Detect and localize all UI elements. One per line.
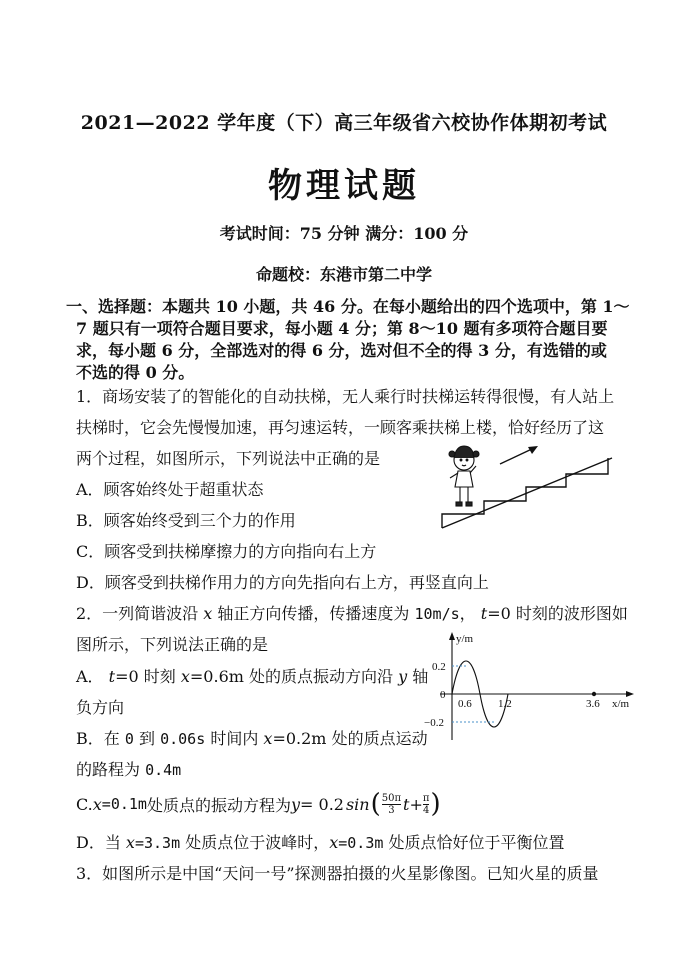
vibration-equation: y = 0.2 sin ( 50π 3 t + $\frac{\pi}{4}$ )	[290, 789, 441, 819]
q2-option-b: B．在 0 到 0.06s 时间内 x=0.2m 处的质点运动	[76, 729, 428, 748]
q1-stem-line: 扶梯时，它会先慢慢加速，再匀速运转，一顾客乘扶梯上楼，恰好经历了这	[76, 418, 605, 437]
q1-stem-line: 1．商场安装了的智能化的自动扶梯，无人乘行时扶梯运转得很慢，有人站上	[76, 387, 615, 406]
point-3.6	[592, 692, 596, 696]
escalator-figure	[438, 440, 618, 532]
origin-label: 0	[440, 689, 446, 701]
motion-arrow-line	[500, 448, 534, 464]
exam-school: 命题校：东港市第二中学	[255, 265, 432, 284]
y-tick-label: 0.2	[432, 661, 446, 673]
x-tick-label: 3.6	[586, 698, 600, 710]
section-instruction-line: 求，每小题 6 分，全部选对的得 6 分，选对但不全的得 3 分，有选错的或	[76, 341, 607, 360]
exam-info: 考试时间：75 分钟 满分：100 分	[219, 224, 469, 243]
exam-header: 2021—2022 学年度（下）高三年级省六校协作体期初考试	[80, 112, 608, 134]
y-axis-arrow	[449, 632, 455, 640]
q2-stem-line1: 2．一列简谐波沿 x 轴正方向传播，传播速度为 10m/s， t=0 时刻的波形图如	[76, 604, 628, 623]
x-tick-label: 1.2	[498, 698, 512, 710]
x-axis-label: x/m	[612, 698, 630, 710]
q1-option-a: A．顾客始终处于超重状态	[76, 480, 264, 499]
q2-option-b-cont: 的路程为 0.4m	[76, 760, 182, 779]
exam-title: 物理试题	[268, 166, 420, 206]
q2-option-a-cont: 负方向	[76, 698, 125, 717]
q3-stem-line1: 3．如图所示是中国“天问一号”探测器拍摄的火星影像图。已知火星的质量	[76, 864, 599, 883]
girl-figure	[449, 446, 479, 506]
q2-option-c: C. x =0.1m 处质点的振动方程为 y = 0.2 sin ( 50π 3 t + $\frac{\pi}{4}$ )	[76, 789, 441, 819]
section-instruction-line: 不选的得 0 分。	[76, 363, 195, 382]
q1-option-d: D．顾客受到扶梯作用力的方向先指向右上方，再竖直向上	[76, 573, 489, 592]
section-instruction-line: 一、选择题：本题共 10 小题，共 46 分。在每小题给出的四个选项中，第 1～	[66, 297, 630, 316]
q1-option-b: B．顾客始终受到三个力的作用	[76, 511, 296, 530]
q2-option-a: A． t=0 时刻 x=0.6m 处的质点振动方向沿 y 轴	[76, 667, 429, 686]
x-axis-arrow	[626, 691, 634, 697]
q2-stem-line2: 图所示，下列说法正确的是	[76, 635, 269, 654]
y-tick-label: −0.2	[424, 717, 444, 729]
y-axis-label: y/m	[456, 633, 474, 645]
q2-option-d: D．当 x=3.3m 处质点位于波峰时，x=0.3m 处质点恰好位于平衡位置	[76, 833, 565, 852]
wave-graph	[420, 630, 640, 745]
q1-stem-line: 两个过程，如图所示，下列说法中正确的是	[76, 449, 381, 468]
q1-option-c: C．顾客受到扶梯摩擦力的方向指向右上方	[76, 542, 377, 561]
section-instruction-line: 7 题只有一项符合题目要求，每小题 4 分；第 8～10 题有多项符合题目要	[76, 319, 608, 338]
x-tick-label: 0.6	[458, 698, 472, 710]
